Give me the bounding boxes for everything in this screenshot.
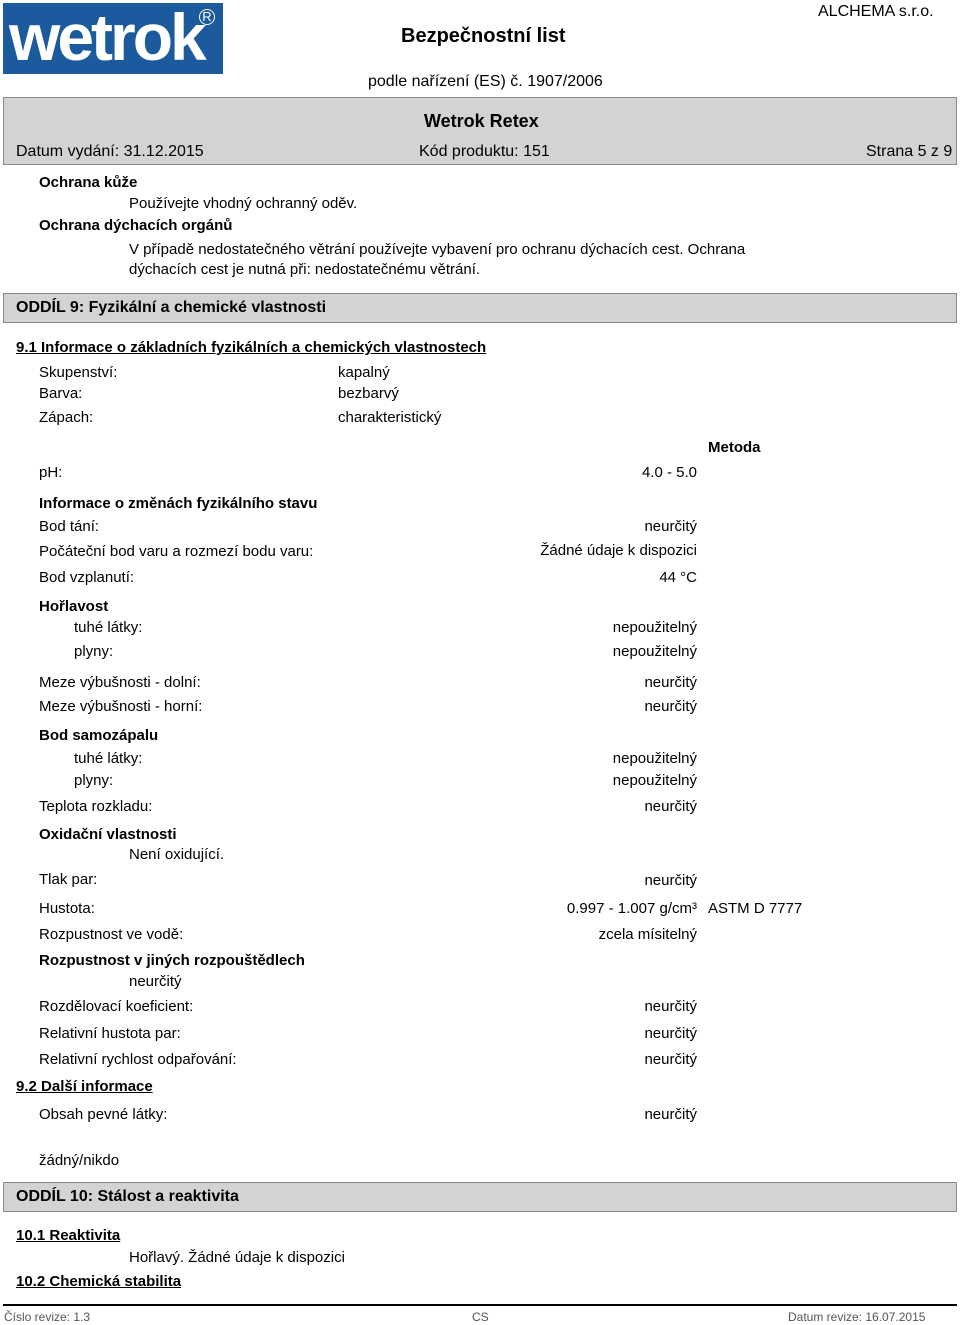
- issue-date: Datum vydání: 31.12.2015: [16, 143, 204, 160]
- logo-text: wetrok: [9, 0, 204, 74]
- reactivity-text: Hořlavý. Žádné údaje k dispozici: [129, 1249, 345, 1266]
- revision-date: Datum revize: 16.07.2015: [788, 1310, 926, 1324]
- respiratory-protection-text-2: dýchacích cest je nutná při: nedostatečnému větrání.: [129, 261, 481, 278]
- subsection-10-2: 10.2 Chemická stabilita: [16, 1273, 182, 1290]
- company-logo: [3, 0, 223, 77]
- registered-mark-icon: R: [199, 9, 215, 25]
- explosion-lower-label: Meze výbušnosti - dolní:: [39, 674, 201, 691]
- decomposition-temp-value: neurčitý: [644, 798, 697, 815]
- explosion-lower-value: neurčitý: [644, 674, 697, 691]
- footer-divider: [3, 1304, 957, 1306]
- explosion-upper-label: Meze výbušnosti - horní:: [39, 698, 203, 715]
- section-10-title: ODDÍL 10: Stálost a reaktivita: [16, 1188, 239, 1205]
- boiling-point-label: Počáteční bod varu a rozmezí bodu varu:: [39, 543, 314, 560]
- other-solubility-heading: Rozpustnost v jiných rozpouštědlech: [39, 952, 305, 969]
- density-method: ASTM D 7777: [708, 900, 803, 917]
- subsection-9-1: 9.1 Informace o základních fyzikálních a chemických vlastnostech: [16, 339, 487, 356]
- flammability-gases-value: nepoužitelný: [612, 643, 697, 660]
- autoignition-heading: Bod samozápalu: [39, 727, 159, 744]
- water-solubility-value: zcela mísitelný: [598, 926, 697, 943]
- autoignition-solids-value: nepoužitelný: [612, 750, 697, 767]
- flash-point-label: Bod vzplanutí:: [39, 569, 135, 586]
- oxidizing-text: Není oxidující.: [129, 846, 225, 863]
- ph-value: 4.0 - 5.0: [641, 464, 697, 481]
- language-code: CS: [472, 1310, 489, 1324]
- melting-point-value: neurčitý: [644, 518, 697, 535]
- density-value: 0.997 - 1.007 g/cm³: [566, 900, 697, 917]
- product-name: Wetrok Retex: [424, 111, 539, 131]
- oxidizing-heading: Oxidační vlastnosti: [39, 826, 177, 843]
- partition-coefficient-label: Rozdělovací koeficient:: [39, 998, 194, 1015]
- melting-point-label: Bod tání:: [39, 518, 100, 535]
- explosion-upper-value: neurčitý: [644, 698, 697, 715]
- vapor-pressure-label: Tlak par:: [39, 871, 98, 888]
- solids-content-value: neurčitý: [644, 1106, 697, 1123]
- state-value: kapalný: [338, 364, 390, 381]
- flash-point-value: 44 °C: [659, 569, 697, 586]
- relative-vapor-density-label: Relativní hustota par:: [39, 1025, 181, 1042]
- decomposition-temp-label: Teplota rozkladu:: [39, 798, 153, 815]
- density-label: Hustota:: [39, 900, 95, 917]
- solids-content-label: Obsah pevné látky:: [39, 1106, 168, 1123]
- company-name: ALCHEMA s.r.o.: [818, 3, 934, 20]
- flammability-solids-value: nepoužitelný: [612, 619, 697, 636]
- state-label: Skupenství:: [39, 364, 118, 381]
- section-10-header: [3, 1182, 957, 1212]
- document-title: Bezpečnostní list: [401, 25, 566, 47]
- relative-vapor-density-value: neurčitý: [644, 1025, 697, 1042]
- ph-label: pH:: [39, 464, 63, 481]
- subsection-10-1: 10.1 Reaktivita: [16, 1227, 121, 1244]
- other-solubility-value: neurčitý: [129, 973, 182, 990]
- page-number: Strana 5 z 9: [866, 143, 953, 160]
- color-value: bezbarvý: [338, 385, 399, 402]
- evaporation-rate-value: neurčitý: [644, 1051, 697, 1068]
- flammability-gases-label: plyny:: [74, 643, 114, 660]
- color-label: Barva:: [39, 385, 83, 402]
- flammability-heading: Hořlavost: [39, 598, 109, 615]
- skin-protection-heading: Ochrana kůže: [39, 174, 138, 191]
- flammability-solids-label: tuhé látky:: [74, 619, 143, 636]
- revision-number: Číslo revize: 1.3: [4, 1310, 91, 1324]
- water-solubility-label: Rozpustnost ve vodě:: [39, 926, 184, 943]
- section-9-title: ODDÍL 9: Fyzikální a chemické vlastnosti: [16, 299, 327, 316]
- odor-value: charakteristický: [338, 409, 442, 426]
- autoignition-solids-label: tuhé látky:: [74, 750, 143, 767]
- product-code: Kód produktu: 151: [419, 143, 550, 160]
- section-9-header: [3, 293, 957, 323]
- regulation-text: podle nařízení (ES) č. 1907/2006: [368, 73, 603, 90]
- odor-label: Zápach:: [39, 409, 94, 426]
- phase-change-heading: Informace o změnách fyzikálního stavu: [39, 495, 318, 512]
- autoignition-gases-label: plyny:: [74, 772, 114, 789]
- skin-protection-text: Používejte vhodný ochranný oděv.: [129, 195, 358, 212]
- respiratory-protection-text-1: V případě nedostatečného větrání používejte vybavení pro ochranu dýchacích cest. Ochrana: [129, 241, 746, 258]
- partition-coefficient-value: neurčitý: [644, 998, 697, 1015]
- boiling-point-value: Žádné údaje k dispozici: [540, 542, 697, 559]
- logo-underline: [3, 74, 223, 77]
- vapor-pressure-value: neurčitý: [644, 872, 697, 889]
- respiratory-protection-heading: Ochrana dýchacích orgánů: [39, 217, 233, 234]
- evaporation-rate-label: Relativní rychlost odpařování:: [39, 1051, 237, 1068]
- autoignition-gases-value: nepoužitelný: [612, 772, 697, 789]
- none-text: žádný/nikdo: [39, 1152, 120, 1169]
- subsection-9-2: 9.2 Další informace: [16, 1078, 153, 1095]
- method-column-header: Metoda: [708, 439, 761, 456]
